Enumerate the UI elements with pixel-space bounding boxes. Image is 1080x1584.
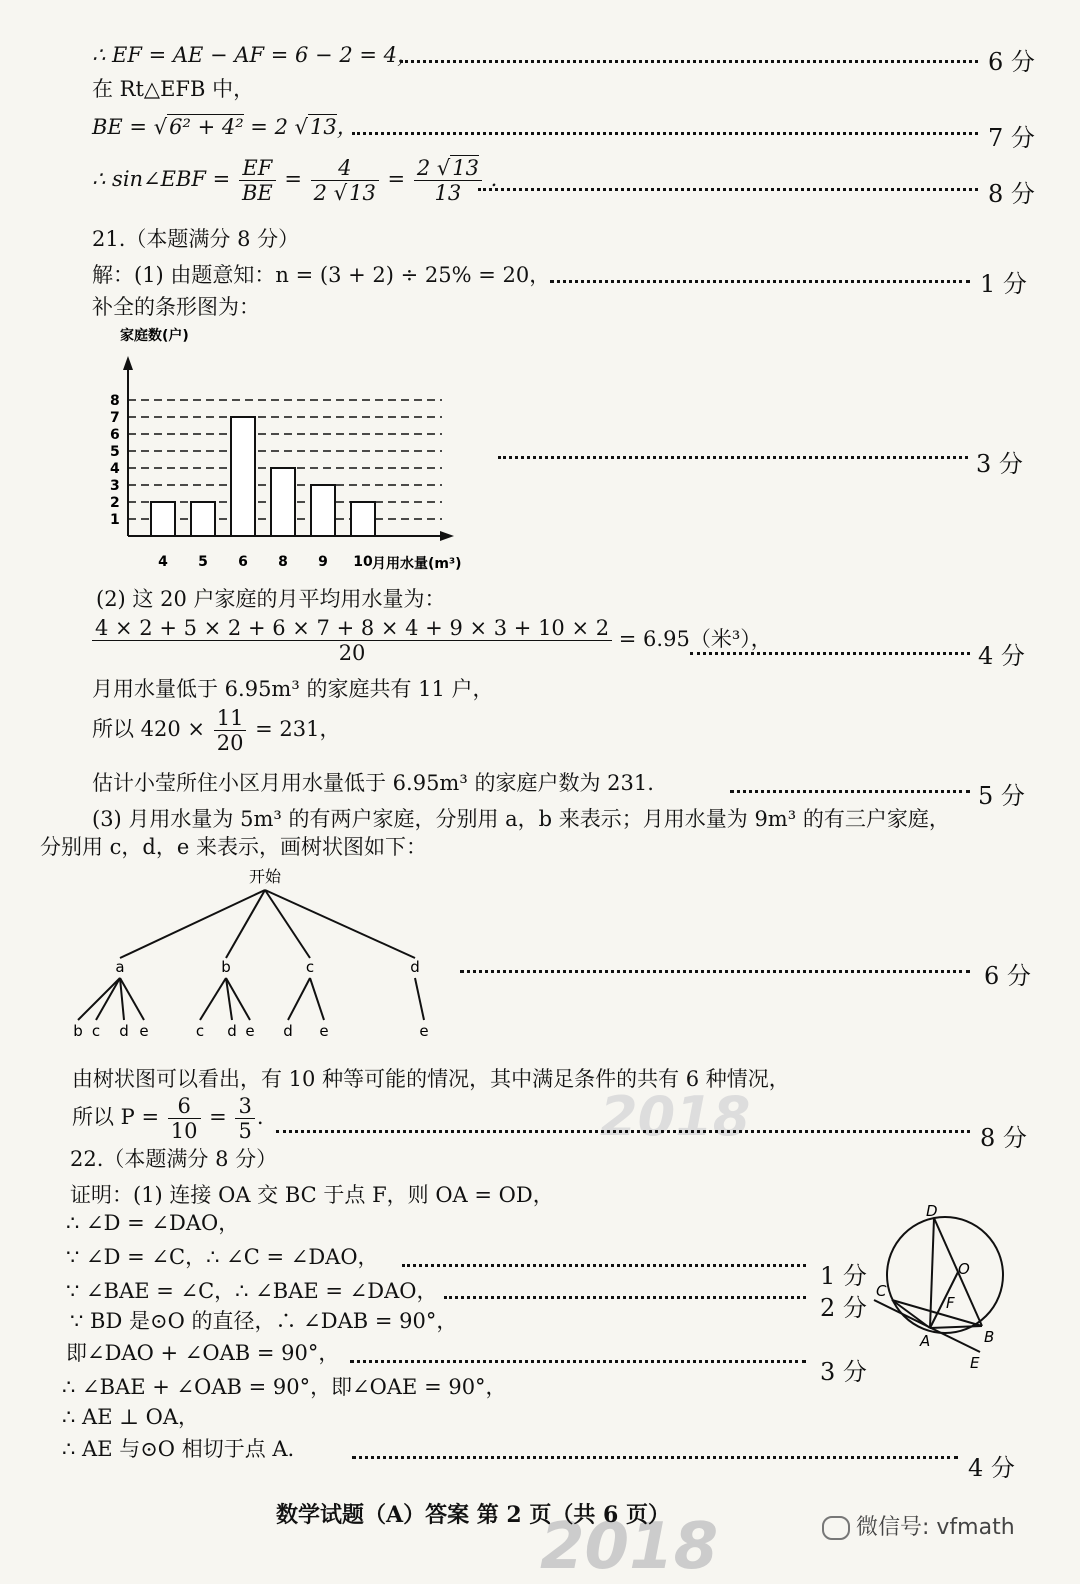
x-tick-label: 5	[198, 554, 208, 570]
y-axis-arrow	[123, 356, 133, 370]
score: 4 分	[978, 642, 1025, 670]
solution-line: ∴ ∠BAE + ∠OAB = 90°，即∠OAE = 90°，	[62, 1375, 507, 1399]
y-tick-label: 5	[110, 444, 120, 460]
text: =	[284, 167, 309, 191]
solution-line: 月用水量低于 6.95m³ 的家庭共有 11 户，	[92, 677, 494, 701]
fraction	[235, 1094, 254, 1143]
x-tick-label: 4	[158, 554, 168, 570]
score: 4 分	[968, 1454, 1015, 1482]
tree-edge	[288, 978, 310, 1020]
watermark: 2018	[600, 1085, 751, 1148]
label-d: D	[926, 1202, 938, 1220]
tree-leaf-label: d	[119, 1022, 129, 1040]
tree-leaf-label: d	[227, 1022, 237, 1040]
dot-leader	[498, 452, 968, 459]
question-title: 22.（本题满分 8 分）	[70, 1147, 278, 1171]
watermark: 2018	[540, 1510, 719, 1584]
text: =	[387, 167, 412, 191]
dot-leader	[352, 128, 978, 135]
dot-leader	[550, 276, 970, 283]
label-f: F	[946, 1294, 955, 1312]
solution-line: 解：(1) 由题意知：n = (3 + 2) ÷ 25% = 20，	[92, 263, 551, 287]
denominator: 20	[338, 641, 366, 665]
numerator: EF	[239, 156, 276, 181]
wechat-icon	[822, 1516, 850, 1540]
tree-root-label: 开始	[248, 867, 282, 886]
bar	[271, 468, 295, 536]
dot-leader	[690, 648, 970, 655]
dot-leader	[730, 786, 970, 793]
bar	[231, 417, 255, 536]
score: 1 分	[980, 270, 1027, 298]
y-tick-label: 6	[110, 427, 120, 443]
tree-leaf-label: e	[245, 1022, 255, 1040]
sqrt: 6² + 4²	[169, 115, 244, 139]
solution-line	[72, 1094, 264, 1143]
x-tick-label: 10	[353, 554, 373, 570]
numerator: 4	[311, 156, 379, 181]
solution-line	[92, 706, 340, 755]
solution-line: ∴ ∠D = ∠DAO，	[66, 1211, 240, 1235]
x-axis-arrow	[440, 531, 454, 541]
solution-line: 补全的条形图为：	[92, 295, 260, 319]
dot-leader	[444, 1292, 806, 1299]
page-footer: 数学试题（A）答案 第 2 页（共 6 页）	[276, 1502, 670, 1528]
numerator: 11	[214, 706, 247, 731]
denominator: 2 √13	[313, 181, 376, 205]
sqrt: 13	[310, 115, 337, 139]
fraction	[92, 616, 612, 665]
tree-node-label: c	[305, 958, 315, 976]
dot-leader	[350, 1356, 806, 1363]
solution-line	[92, 156, 497, 205]
denominator: 20	[216, 731, 244, 755]
dot-leader	[352, 1452, 958, 1459]
score: 6 分	[988, 48, 1035, 76]
label-a: A	[920, 1332, 931, 1350]
solution-line: 证明：(1) 连接 OA 交 BC 于点 F，则 OA = OD，	[70, 1183, 554, 1207]
solution-line: (3) 月用水量为 5m³ 的有两户家庭，分别用 a，b 来表示；月用水量为 9m³ 的有三户家庭，	[92, 807, 950, 831]
label-o: O	[958, 1260, 970, 1278]
fraction	[239, 156, 276, 205]
x-tick-label: 6	[238, 554, 248, 570]
sqrt: 13	[452, 156, 479, 180]
bar	[191, 502, 215, 536]
y-tick-label: 1	[110, 512, 120, 528]
score: 8 分	[980, 1124, 1027, 1152]
text: BE =	[92, 115, 154, 139]
sqrt: 13	[349, 181, 376, 205]
text: = 2	[243, 115, 295, 139]
text: 所以 420 ×	[92, 717, 212, 741]
solution-line: 分别用 c，d，e 来表示，画树状图如下：	[40, 835, 427, 859]
text: =	[202, 1105, 234, 1129]
tree-leaf-label: b	[73, 1022, 83, 1040]
solution-line: 估计小莹所住小区月用水量低于 6.95m³ 的家庭户数为 231.	[92, 771, 654, 795]
dot-leader	[402, 1260, 806, 1267]
text: .	[256, 1105, 264, 1129]
bar	[351, 502, 375, 536]
solution-line: 即∠DAO + ∠OAB = 90°，	[66, 1341, 340, 1365]
solution-line: ∵ ∠BAE = ∠C，∴ ∠BAE = ∠DAO，	[66, 1279, 438, 1303]
score: 1 分	[820, 1262, 867, 1290]
solution-line: ∴ EF = AE − AF = 6 − 2 = 4，	[92, 43, 418, 67]
label-c: C	[876, 1282, 887, 1300]
denominator: 5	[238, 1119, 252, 1143]
denominator: 13	[434, 181, 462, 205]
fraction	[311, 156, 379, 205]
fraction	[168, 1094, 201, 1143]
bar-chart	[100, 320, 500, 580]
text: = 6.95（米³），	[612, 627, 772, 651]
solution-line: ∵ BD 是⊙O 的直径，∴ ∠DAB = 90°，	[70, 1309, 458, 1333]
tree-leaf-label: d	[283, 1022, 293, 1040]
tree-edge	[200, 978, 226, 1020]
tree-leaf-label: c	[91, 1022, 101, 1040]
text: ∴ sin∠EBF =	[92, 167, 237, 191]
label-e: E	[970, 1354, 980, 1372]
bar	[151, 502, 175, 536]
solution-line: (2) 这 20 户家庭的月平均用水量为：	[96, 587, 446, 611]
wechat-text: 微信号: vfmath	[856, 1515, 1015, 1540]
x-tick-label: 8	[278, 554, 288, 570]
tree-node-label: b	[221, 958, 231, 976]
score: 6 分	[984, 962, 1031, 990]
denominator: BE	[241, 181, 273, 205]
text: = 231，	[248, 717, 341, 741]
fraction	[414, 156, 482, 205]
score: 5 分	[978, 782, 1025, 810]
tree-leaf-label: e	[319, 1022, 329, 1040]
y-tick-label: 7	[110, 410, 120, 426]
bar	[311, 485, 335, 536]
score: 3 分	[820, 1358, 867, 1386]
question-title: 21.（本题满分 8 分）	[92, 227, 300, 251]
wechat-id	[822, 1510, 1015, 1541]
tree-leaf-label: c	[195, 1022, 205, 1040]
tree-edge	[310, 978, 324, 1020]
text: 2	[416, 156, 437, 180]
score: 7 分	[988, 124, 1035, 152]
dot-leader	[478, 184, 978, 191]
y-tick-label: 2	[110, 495, 120, 511]
numerator: 3	[235, 1094, 254, 1119]
numerator: 2 √13	[414, 156, 482, 181]
numerator: 6	[168, 1094, 201, 1119]
dot-leader	[400, 56, 978, 63]
tree-node-label: a	[115, 958, 125, 976]
x-tick-label: 9	[318, 554, 328, 570]
solution-line: ∵ ∠D = ∠C，∴ ∠C = ∠DAO，	[66, 1245, 379, 1269]
score: 2 分	[820, 1294, 867, 1322]
numerator: 4 × 2 + 5 × 2 + 6 × 7 + 8 × 4 + 9 × 3 + 10 × 2	[92, 616, 612, 641]
y-tick-label: 4	[110, 461, 120, 477]
score: 8 分	[988, 180, 1035, 208]
dot-leader	[460, 966, 970, 973]
y-tick-label: 8	[110, 393, 120, 409]
score: 3 分	[976, 450, 1023, 478]
solution-line: ∴ AE ⊥ OA，	[62, 1405, 200, 1429]
x-axis-label: 月用水量(m³)	[372, 556, 462, 572]
tree-node-label: d	[410, 958, 420, 976]
solution-line: 在 Rt△EFB 中，	[92, 77, 255, 101]
solution-line: ∴ AE 与⊙O 相切于点 A.	[62, 1437, 295, 1461]
tree-edge	[415, 978, 424, 1020]
tree-edge	[120, 890, 265, 958]
solution-line	[92, 616, 772, 665]
segment-ab	[930, 1326, 982, 1328]
circle-figure	[870, 1200, 1020, 1380]
y-axis-label: 家庭数(户)	[120, 328, 189, 344]
tree-leaf-label: e	[139, 1022, 149, 1040]
tree-diagram	[60, 862, 460, 1052]
denominator: 10	[170, 1119, 198, 1143]
text: 所以 P =	[72, 1105, 166, 1129]
solution-line: 由树状图可以看出，有 10 种等可能的情况，其中满足条件的共有 6 种情况，	[72, 1067, 790, 1091]
solution-line: BE = √6² + 4² = 2 √13，	[92, 115, 358, 139]
label-b: B	[984, 1328, 995, 1346]
text: .	[490, 167, 498, 191]
tree-leaf-label: e	[419, 1022, 429, 1040]
fraction	[214, 706, 247, 755]
text: ，	[336, 115, 358, 139]
text: 2	[313, 181, 334, 205]
dot-leader	[276, 1126, 970, 1133]
y-tick-label: 3	[110, 478, 120, 494]
